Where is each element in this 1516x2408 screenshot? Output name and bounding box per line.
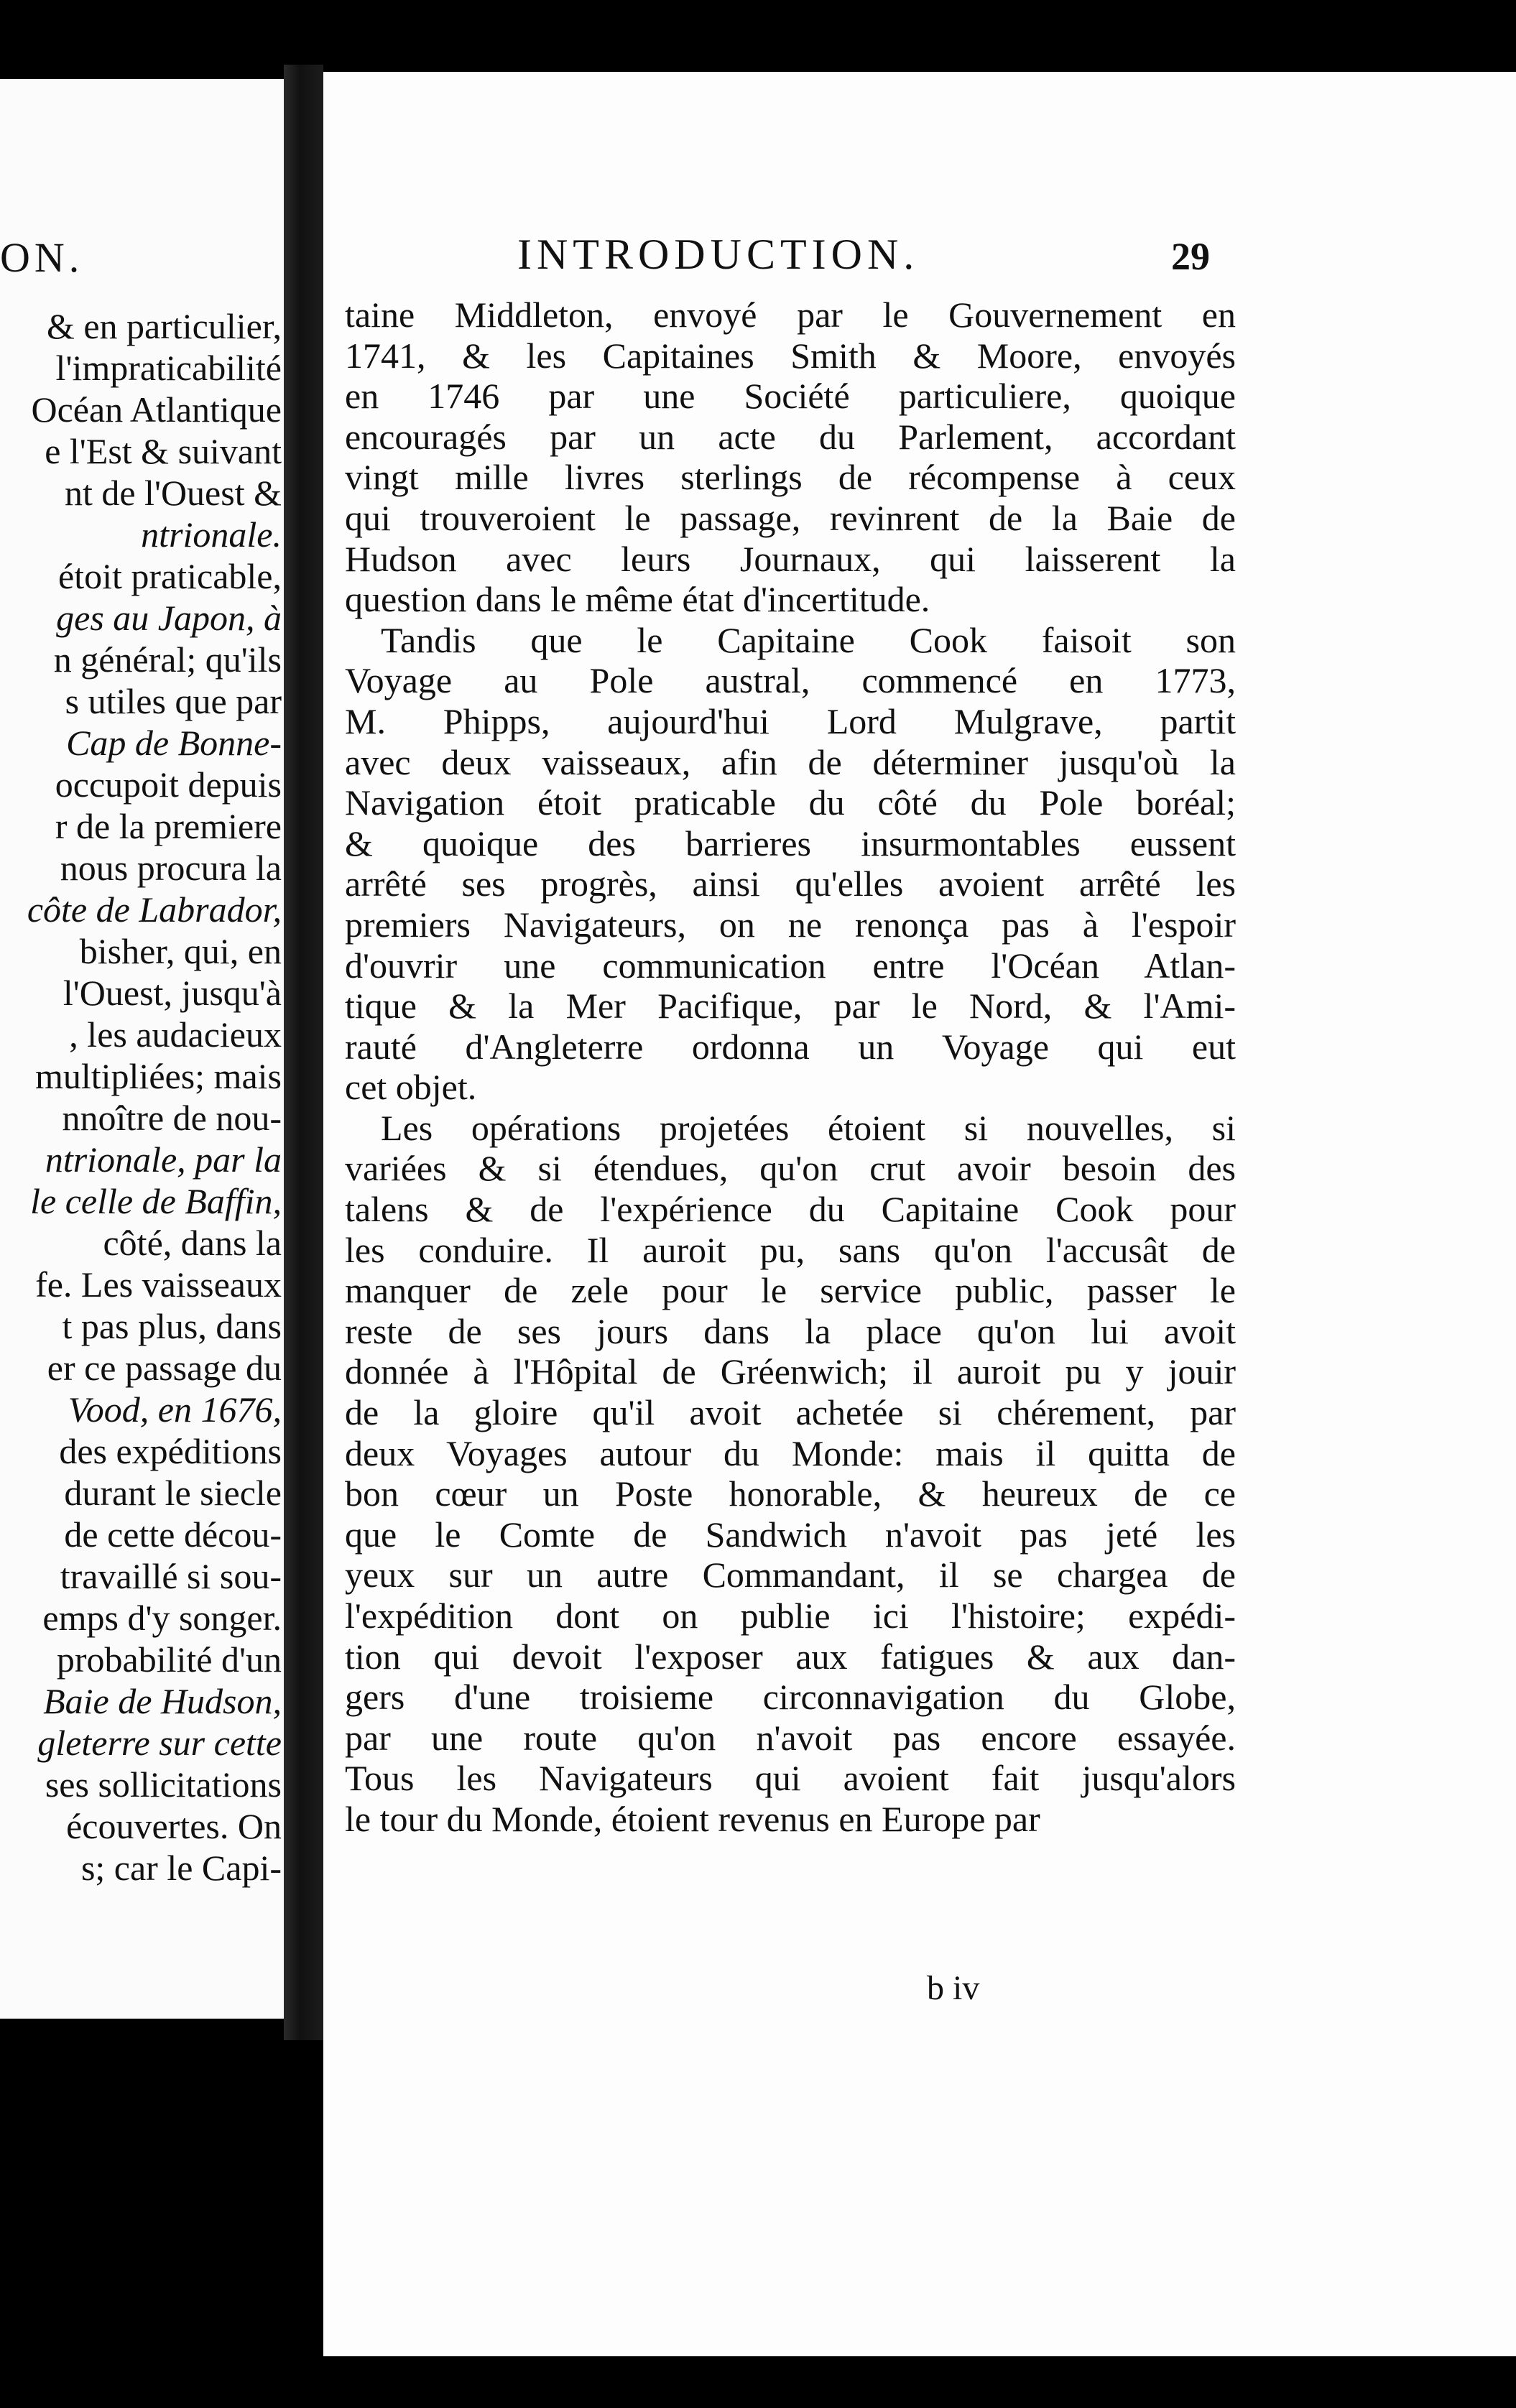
- text-line: Les opérations projetées étoient si nouvelles, si: [381, 1107, 1236, 1148]
- left-page-line: côte de Labrador,: [27, 889, 282, 930]
- left-page-line: fe. Les vaisseaux: [35, 1264, 282, 1305]
- left-page-line: , les audacieux: [69, 1014, 282, 1055]
- left-page-line: probabilité d'un: [56, 1639, 282, 1680]
- left-page-line: étoit praticable,: [58, 556, 282, 596]
- text-line: tion qui devoit l'exposer aux fatigues & aux dan-: [345, 1636, 1236, 1677]
- text-line: avec deux vaisseaux, afin de déterminer jusqu'où la: [345, 741, 1236, 782]
- text-line: l'expédition dont on publie ici l'histoire; expédi-: [345, 1596, 1236, 1636]
- text-line: Voyage au Pole austral, commencé en 1773,: [345, 660, 1236, 701]
- text-line: le tour du Monde, étoient revenus en Europe par: [345, 1798, 1040, 1839]
- left-page-line: ntrionale.: [141, 514, 282, 555]
- page-number: 29: [1171, 235, 1210, 278]
- left-page-line: des expéditions: [59, 1431, 282, 1471]
- text-line: Navigation étoit praticable du côté du Pole boréal;: [345, 782, 1236, 823]
- text-line: M. Phipps, aujourd'hui Lord Mulgrave, partit: [345, 700, 1236, 741]
- text-line: Tandis que le Capitaine Cook faisoit son: [381, 619, 1236, 660]
- left-page-line: Océan Atlantique: [31, 389, 282, 430]
- left-page-line: l'Ouest, jusqu'à: [63, 973, 282, 1013]
- left-page-line: r de la premiere: [55, 806, 282, 846]
- left-page-line: Baie de Hudson,: [43, 1681, 282, 1721]
- left-page-line: côté, dans la: [103, 1223, 282, 1263]
- text-line: qui trouveroient le passage, revinrent de la Baie de: [345, 497, 1236, 538]
- text-line: deux Voyages autour du Monde: mais il quitta de: [345, 1432, 1236, 1473]
- text-line: & quoique des barrieres insurmontables eussent: [345, 823, 1236, 863]
- text-line: Tous les Navigateurs qui avoient fait jusqu'alors: [345, 1758, 1236, 1799]
- text-line: en 1746 par une Société particuliere, quoique: [345, 376, 1236, 417]
- left-page-line: er ce passage du: [47, 1348, 282, 1388]
- left-page-line: ntrionale, par la: [45, 1139, 282, 1180]
- text-line: reste de ses jours dans la place qu'on lui avoit: [345, 1310, 1236, 1351]
- text-line: gers d'une troisieme circonnavigation du Globe,: [345, 1677, 1236, 1718]
- left-page-line: Vood, en 1676,: [68, 1389, 282, 1430]
- left-page-text: [0, 305, 282, 1889]
- text-line: par une route qu'on n'avoit pas encore essayée.: [345, 1717, 1236, 1758]
- left-page-line: Cap de Bonne-: [66, 723, 282, 763]
- left-page-line: multipliées; mais: [34, 1056, 282, 1096]
- text-line: Hudson avec leurs Journaux, qui laisserent la: [345, 538, 1236, 579]
- book-gutter: [284, 65, 323, 2040]
- text-line: encouragés par un acte du Parlement, accordant: [345, 416, 1236, 457]
- left-page-line: de cette décou-: [64, 1514, 282, 1555]
- text-line: rauté d'Angleterre ordonna un Voyage qui eut: [345, 1026, 1236, 1067]
- left-page-line: occupoit depuis: [55, 764, 282, 805]
- text-line: cet objet.: [345, 1067, 477, 1108]
- left-page-line: ses sollicitations: [45, 1764, 282, 1805]
- left-page-line: l'impraticabilité: [55, 348, 282, 388]
- text-line: talens & de l'expérience du Capitaine Cook pour: [345, 1189, 1236, 1230]
- text-line: de la gloire qu'il avoit achetée si chérement, par: [345, 1392, 1236, 1433]
- text-line: yeux sur un autre Commandant, il se chargea de: [345, 1555, 1236, 1596]
- left-page-line: le celle de Baffin,: [30, 1181, 282, 1221]
- signature-mark: b iv: [927, 1969, 980, 2007]
- left-page-line: écouvertes. On: [66, 1806, 282, 1846]
- text-line: d'ouvrir une communication entre l'Océan Atlan-: [345, 945, 1236, 986]
- left-facing-page: [0, 79, 284, 2019]
- left-page-line: emps d'y songer.: [42, 1598, 282, 1638]
- text-line: bon cœur un Poste honorable, & heureux de ce: [345, 1473, 1236, 1514]
- left-page-line: e l'Est & suivant: [45, 431, 282, 471]
- left-page-line: s; car le Capi-: [80, 1848, 282, 1888]
- text-line: variées & si étendues, qu'on crut avoir besoin des: [345, 1148, 1236, 1189]
- text-line: question dans le même état d'incertitude.: [345, 579, 930, 620]
- text-line: que le Comte de Sandwich n'avoit pas jeté les: [345, 1514, 1236, 1555]
- left-page-line: gleterre sur cette: [37, 1723, 282, 1763]
- text-line: premiers Navigateurs, on ne renonça pas à l'espoir: [345, 904, 1236, 945]
- text-line: manquer de zele pour le service public, passer le: [345, 1270, 1236, 1311]
- left-page-line: n général; qu'ils: [53, 639, 282, 680]
- running-head: [323, 230, 1516, 280]
- left-page-line: t pas plus, dans: [62, 1306, 282, 1346]
- body-text: [345, 295, 1236, 1840]
- text-line: tique & la Mer Pacifique, par le Nord, & l'Ami-: [345, 986, 1236, 1027]
- right-page: [323, 72, 1516, 2356]
- left-page-line: travaillé si sou-: [60, 1556, 282, 1596]
- text-line: donnée à l'Hôpital de Gréenwich; il auroit pu y jouir: [345, 1351, 1236, 1392]
- text-line: taine Middleton, envoyé par le Gouvernement en: [345, 295, 1236, 335]
- left-page-line: nnoître de nou-: [62, 1098, 282, 1138]
- text-line: vingt mille livres sterlings de récompense à ceux: [345, 457, 1236, 498]
- left-page-line: bisher, qui, en: [79, 931, 282, 971]
- text-line: arrêté ses progrès, ainsi qu'elles avoient arrêté les: [345, 863, 1236, 904]
- text-line: 1741, & les Capitaines Smith & Moore, envoyés: [345, 335, 1236, 376]
- left-page-line: durant le siecle: [64, 1473, 282, 1513]
- left-page-line: & en particulier,: [46, 306, 282, 346]
- left-page-line: s utiles que par: [65, 681, 282, 721]
- text-line: les conduire. Il auroit pu, sans qu'on l'accusât de: [345, 1229, 1236, 1270]
- left-running-head: ON.: [0, 234, 84, 281]
- running-title: INTRODUCTION.: [517, 231, 920, 278]
- left-page-line: ges au Japon, à: [56, 598, 282, 638]
- left-page-line: nous procura la: [60, 848, 282, 888]
- left-page-line: nt de l'Ouest &: [64, 473, 282, 513]
